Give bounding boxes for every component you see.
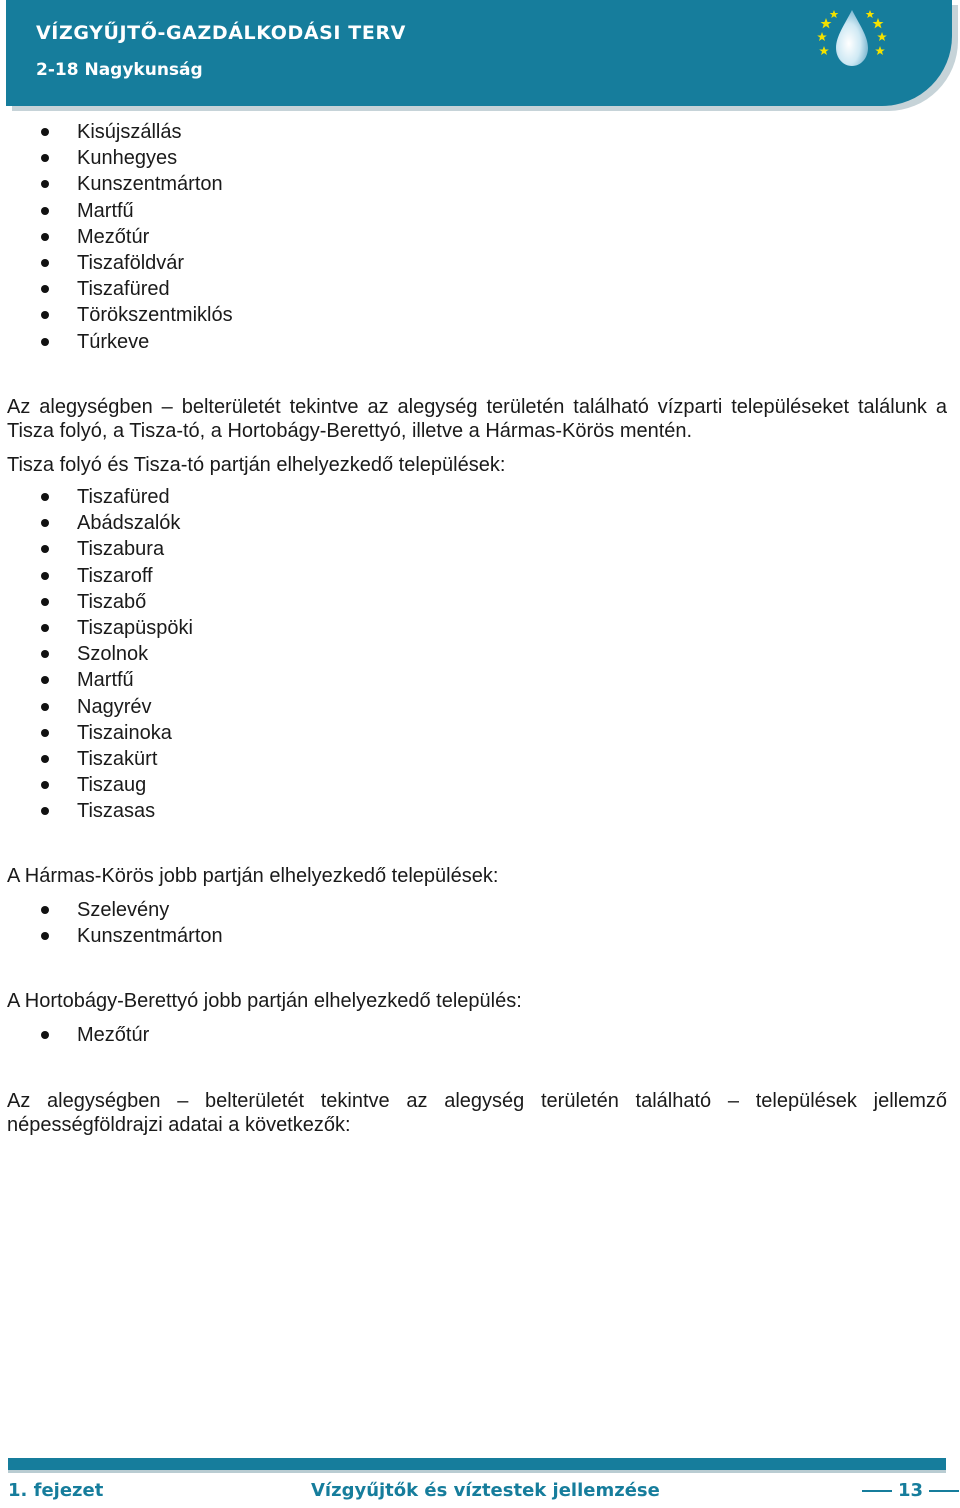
list-item: Tiszaföldvár [0,250,233,276]
section-heading-koros: A Hármas-Körös jobb partján elhelyezkedő települések: [7,865,499,887]
list-item: Mezőtúr [0,224,233,250]
list-item: Kunhegyes [0,145,233,171]
list-item: Kunszentmárton [0,923,223,949]
bullet-icon [41,598,49,606]
bullet-icon [41,311,49,319]
demographics-paragraph: Az alegységben – belterületét tekintve az alegység területén található – települések jellemző népességföldrajzi adatai a következők: [7,1090,947,1136]
footer-title: Vízgyűjtők és víztestek jellemzése [311,1480,660,1501]
list-item: Tiszaug [0,772,193,798]
list-item: Túrkeve [0,329,233,355]
list-item: Törökszentmiklós [0,302,233,328]
list-item: Szelevény [0,897,223,923]
document-title: VÍZGYŰJTŐ-GAZDÁLKODÁSI TERV [36,22,406,44]
bullet-icon [41,207,49,215]
bullet-icon [41,493,49,501]
bullet-icon [41,932,49,940]
section-heading-tisza: Tisza folyó és Tisza-tó partján elhelyezkedő települések: [7,454,506,476]
tisza-settlement-list [0,484,193,824]
bullet-icon [41,624,49,632]
bullet-icon [41,781,49,789]
bullet-icon [41,906,49,914]
list-item: Tiszapüspöki [0,615,193,641]
page-number: 13 [898,1480,924,1501]
bullet-icon [41,259,49,267]
footer-chapter: 1. fejezet [8,1480,104,1501]
bullet-icon [41,572,49,580]
bullet-icon [41,545,49,553]
header-banner [6,0,952,106]
footer-bar [8,1458,946,1470]
bullet-icon [41,154,49,162]
bullet-icon [41,729,49,737]
bullet-icon [41,650,49,658]
list-item: Kisújszállás [0,119,233,145]
bullet-icon [41,285,49,293]
list-item: Abádszalók [0,510,193,536]
water-drop-eu-stars-logo-icon [812,4,892,72]
bullet-icon [41,676,49,684]
list-item: Tiszasas [0,798,193,824]
bullet-icon [41,338,49,346]
bullet-icon [41,755,49,763]
dash-icon [929,1490,959,1492]
list-item: Mezőtúr [0,1022,149,1048]
dash-icon [862,1490,892,1492]
section-heading-berettyo: A Hortobágy-Berettyó jobb partján elhelyezkedő település: [7,990,522,1012]
footer-page-number [856,1480,960,1501]
list-item: Tiszaroff [0,563,193,589]
list-item: Tiszabura [0,536,193,562]
koros-settlement-list [0,897,223,949]
list-item: Tiszafüred [0,484,193,510]
bullet-icon [41,807,49,815]
list-item: Tiszakürt [0,746,193,772]
list-item: Kunszentmárton [0,171,233,197]
bullet-icon [41,233,49,241]
document-subtitle: 2-18 Nagykunság [36,60,203,80]
bullet-icon [41,703,49,711]
list-item: Martfű [0,667,193,693]
berettyo-settlement-list [0,1022,149,1048]
bullet-icon [41,519,49,527]
bullet-icon [41,1031,49,1039]
list-item: Szolnok [0,641,193,667]
list-item: Tiszainoka [0,720,193,746]
list-item: Nagyrév [0,694,193,720]
intro-paragraph: Az alegységben – belterületét tekintve az alegység területén található vízparti településeket találunk a Tisza folyó, a Tisza-tó, a Hortobágy-Berettyó, illetve a Hármas-Körös mentén. [7,396,947,442]
bullet-icon [41,180,49,188]
list-item: Tiszabő [0,589,193,615]
settlement-list [0,119,233,355]
list-item: Tiszafüred [0,276,233,302]
list-item: Martfű [0,198,233,224]
bullet-icon [41,128,49,136]
